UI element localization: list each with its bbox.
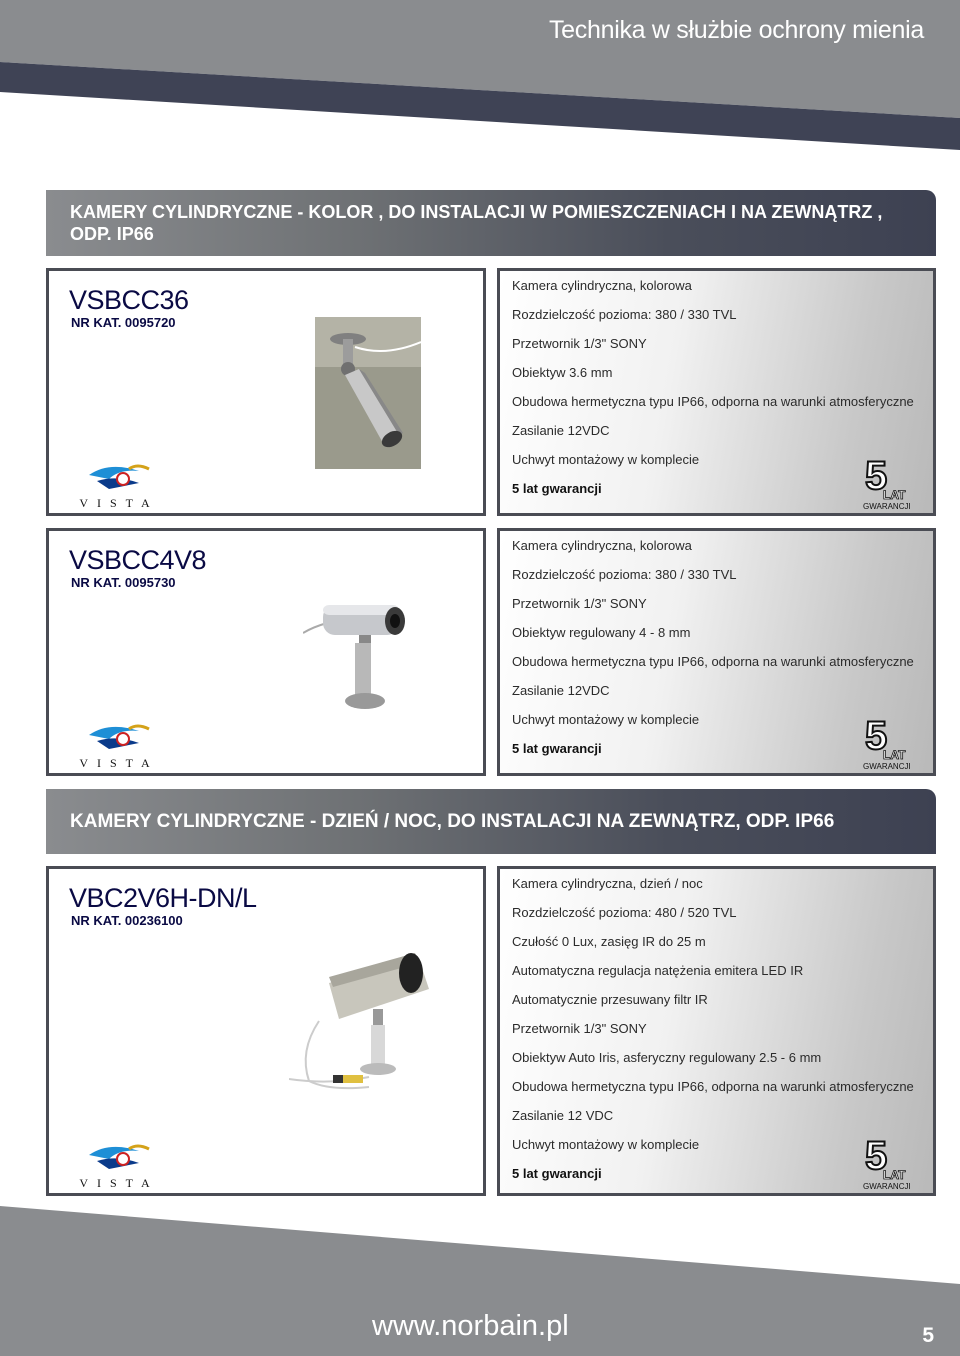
spec-item: Obudowa hermetyczna typu IP66, odporna na warunki atmosferyczne bbox=[512, 654, 914, 669]
section-heading-text: KAMERY CYLINDRYCZNE - DZIEŃ / NOC, DO INSTALACJI NA ZEWNĄTRZ, ODP. IP66 bbox=[70, 810, 835, 832]
spec-item: Przetwornik 1/3" SONY bbox=[512, 336, 647, 351]
svg-text:5: 5 bbox=[865, 1135, 888, 1178]
spec-item: Przetwornik 1/3" SONY bbox=[512, 1021, 647, 1036]
warranty-item: 5 lat gwarancji bbox=[512, 741, 602, 756]
svg-text:VISTA: VISTA bbox=[79, 756, 159, 770]
product-model: VBC2V6H-DN/L bbox=[69, 883, 257, 913]
catalog-number: NR KAT. 00236100 bbox=[71, 913, 183, 928]
header-title: Technika w służbie ochrony mienia bbox=[548, 16, 924, 44]
spec-item: Obiektyw 3.6 mm bbox=[512, 365, 613, 380]
spec-list bbox=[512, 869, 914, 1188]
svg-text:5: 5 bbox=[865, 455, 888, 498]
spec-list bbox=[512, 531, 914, 763]
spec-item: Obiektyw Auto Iris, asferyczny regulowany 2.5 - 6 mm bbox=[512, 1050, 822, 1065]
spec-item: Automatycznie przesuwany filtr IR bbox=[512, 992, 708, 1007]
spec-item: Zasilanie 12VDC bbox=[512, 683, 610, 698]
warranty-badge-icon bbox=[863, 1135, 913, 1191]
svg-text:LAT: LAT bbox=[883, 488, 906, 502]
product-specs-card bbox=[497, 528, 936, 776]
spec-item: Kamera cylindryczna, kolorowa bbox=[512, 278, 692, 293]
product-specs-card bbox=[497, 268, 936, 516]
spec-item: Uchwyt montażowy w komplecie bbox=[512, 1137, 700, 1152]
camera-photo bbox=[289, 949, 439, 1099]
svg-text:VISTA: VISTA bbox=[79, 496, 159, 510]
warranty-badge-icon bbox=[863, 455, 913, 511]
spec-item: Uchwyt montażowy w komplecie bbox=[512, 712, 700, 727]
spec-item: Zasilanie 12VDC bbox=[512, 423, 610, 438]
svg-text:GWARANCJI: GWARANCJI bbox=[863, 1182, 911, 1191]
spec-item: Kamera cylindryczna, dzień / noc bbox=[512, 876, 703, 891]
product-card bbox=[46, 528, 486, 776]
svg-text:LAT: LAT bbox=[883, 748, 906, 762]
warranty-item: 5 lat gwarancji bbox=[512, 1166, 602, 1181]
warranty-item: 5 lat gwarancji bbox=[512, 481, 602, 496]
vista-logo bbox=[69, 717, 169, 777]
product-card bbox=[46, 268, 486, 516]
spec-item: Zasilanie 12 VDC bbox=[512, 1108, 614, 1123]
spec-list bbox=[512, 271, 914, 503]
svg-text:GWARANCJI: GWARANCJI bbox=[863, 502, 911, 511]
svg-text:LAT: LAT bbox=[883, 1168, 906, 1182]
section-heading-text: KAMERY CYLINDRYCZNE - KOLOR , DO INSTALACJI W POMIESZCZENIACH I NA ZEWNĄTRZ , ODP. IP66 bbox=[70, 202, 883, 244]
product-model: VSBCC4V8 bbox=[69, 545, 207, 575]
spec-item: Obudowa hermetyczna typu IP66, odporna na warunki atmosferyczne bbox=[512, 394, 914, 409]
section-heading bbox=[46, 190, 936, 256]
section-heading bbox=[46, 789, 936, 854]
warranty-badge-icon bbox=[863, 715, 913, 771]
spec-item: Kamera cylindryczna, kolorowa bbox=[512, 538, 692, 553]
spec-item: Przetwornik 1/3" SONY bbox=[512, 596, 647, 611]
svg-text:5: 5 bbox=[865, 715, 888, 758]
camera-photo bbox=[315, 317, 421, 469]
catalog-number: NR KAT. 0095720 bbox=[71, 315, 176, 330]
footer-url: www.norbain.pl bbox=[372, 1310, 569, 1342]
product-card bbox=[46, 866, 486, 1196]
spec-item: Obiektyw regulowany 4 - 8 mm bbox=[512, 625, 691, 640]
svg-text:GWARANCJI: GWARANCJI bbox=[863, 762, 911, 771]
spec-item: Rozdzielczość pozioma: 380 / 330 TVL bbox=[512, 567, 737, 582]
spec-item: Czułość 0 Lux, zasięg IR do 25 m bbox=[512, 934, 706, 949]
vista-logo bbox=[69, 1137, 169, 1197]
spec-item: Uchwyt montażowy w komplecie bbox=[512, 452, 700, 467]
page-header bbox=[0, 0, 960, 150]
product-model: VSBCC36 bbox=[69, 285, 189, 315]
spec-item: Automatyczna regulacja natężenia emitera LED IR bbox=[512, 963, 804, 978]
spec-item: Rozdzielczość pozioma: 480 / 520 TVL bbox=[512, 905, 737, 920]
catalog-number: NR KAT. 0095730 bbox=[71, 575, 176, 590]
spec-item: Rozdzielczość pozioma: 380 / 330 TVL bbox=[512, 307, 737, 322]
camera-photo bbox=[303, 585, 435, 725]
spec-item: Obudowa hermetyczna typu IP66, odporna na warunki atmosferyczne bbox=[512, 1079, 914, 1094]
svg-text:VISTA: VISTA bbox=[79, 1176, 159, 1190]
page-number: 5 bbox=[922, 1324, 934, 1347]
product-specs-card bbox=[497, 866, 936, 1196]
vista-logo bbox=[69, 457, 169, 517]
